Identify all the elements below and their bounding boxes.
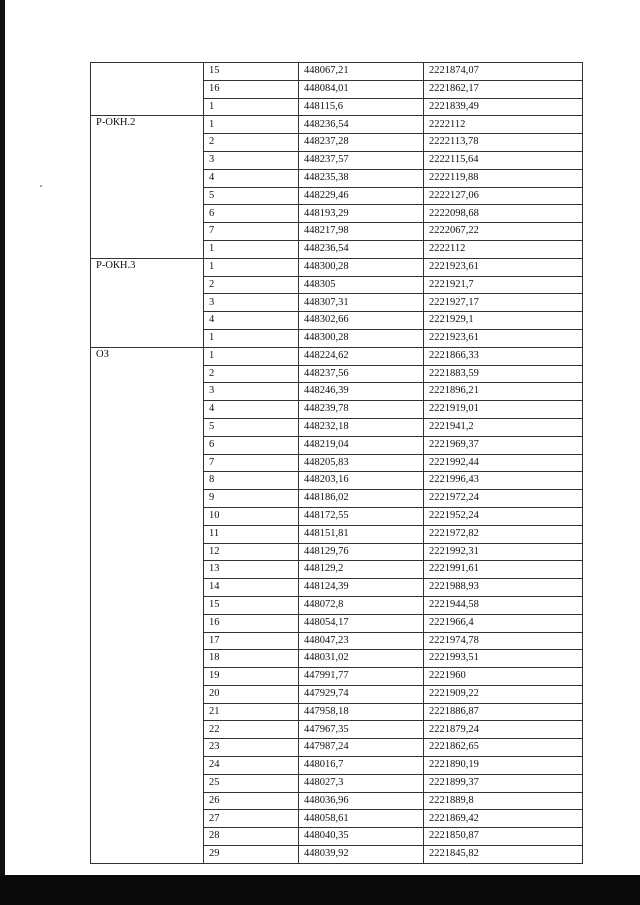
point-number-cell: 1: [204, 329, 299, 347]
table-row: [91, 63, 583, 81]
point-number-cell: 18: [204, 650, 299, 668]
y-coordinate-cell: 2221883,59: [424, 365, 583, 383]
y-coordinate-cell: 2222112: [424, 116, 583, 134]
x-coordinate-cell: 448115,6: [299, 98, 424, 116]
table-row: [91, 258, 583, 276]
x-coordinate-cell: 448072,8: [299, 596, 424, 614]
point-number-cell: 5: [204, 187, 299, 205]
point-number-cell: 3: [204, 151, 299, 169]
y-coordinate-cell: 2221992,31: [424, 543, 583, 561]
x-coordinate-cell: 448300,28: [299, 329, 424, 347]
x-coordinate-cell: 448036,96: [299, 792, 424, 810]
x-coordinate-cell: 448205,83: [299, 454, 424, 472]
table-row: [91, 116, 583, 134]
y-coordinate-cell: 2222119,88: [424, 169, 583, 187]
x-coordinate-cell: 448067,21: [299, 63, 424, 81]
x-coordinate-cell: 448219,04: [299, 436, 424, 454]
point-number-cell: 1: [204, 347, 299, 365]
x-coordinate-cell: 448016,7: [299, 757, 424, 775]
y-coordinate-cell: 2221992,44: [424, 454, 583, 472]
point-number-cell: 7: [204, 223, 299, 241]
y-coordinate-cell: 2221850,87: [424, 828, 583, 846]
y-coordinate-cell: 2221966,4: [424, 614, 583, 632]
y-coordinate-cell: 2221909,22: [424, 685, 583, 703]
point-number-cell: 4: [204, 312, 299, 330]
point-number-cell: 25: [204, 774, 299, 792]
point-number-cell: 11: [204, 525, 299, 543]
x-coordinate-cell: 448151,81: [299, 525, 424, 543]
point-number-cell: 22: [204, 721, 299, 739]
y-coordinate-cell: 2221944,58: [424, 596, 583, 614]
x-coordinate-cell: 448172,55: [299, 507, 424, 525]
y-coordinate-cell: 2221988,93: [424, 579, 583, 597]
scan-bottom-bar: [0, 875, 640, 905]
x-coordinate-cell: 448031,02: [299, 650, 424, 668]
x-coordinate-cell: 447967,35: [299, 721, 424, 739]
x-coordinate-cell: 448232,18: [299, 418, 424, 436]
x-coordinate-cell: 448129,76: [299, 543, 424, 561]
x-coordinate-cell: 448236,54: [299, 240, 424, 258]
y-coordinate-cell: 2221974,78: [424, 632, 583, 650]
zone-name-cell: Р-ОКН.3: [91, 258, 204, 347]
point-number-cell: 2: [204, 134, 299, 152]
zone-name-cell: [91, 63, 204, 116]
y-coordinate-cell: 2221927,17: [424, 294, 583, 312]
x-coordinate-cell: 448047,23: [299, 632, 424, 650]
y-coordinate-cell: 2221969,37: [424, 436, 583, 454]
x-coordinate-cell: 448124,39: [299, 579, 424, 597]
point-number-cell: 2: [204, 365, 299, 383]
y-coordinate-cell: 2221839,49: [424, 98, 583, 116]
y-coordinate-cell: 2221991,61: [424, 561, 583, 579]
x-coordinate-cell: 448058,61: [299, 810, 424, 828]
point-number-cell: 23: [204, 739, 299, 757]
point-number-cell: 3: [204, 294, 299, 312]
y-coordinate-cell: 2221890,19: [424, 757, 583, 775]
point-number-cell: 8: [204, 472, 299, 490]
x-coordinate-cell: 448300,28: [299, 258, 424, 276]
point-number-cell: 26: [204, 792, 299, 810]
x-coordinate-cell: 448224,62: [299, 347, 424, 365]
x-coordinate-cell: 448129,2: [299, 561, 424, 579]
y-coordinate-cell: 2222098,68: [424, 205, 583, 223]
point-number-cell: 28: [204, 828, 299, 846]
point-number-cell: 5: [204, 418, 299, 436]
y-coordinate-cell: 2221921,7: [424, 276, 583, 294]
y-coordinate-cell: 2221993,51: [424, 650, 583, 668]
point-number-cell: 7: [204, 454, 299, 472]
x-coordinate-cell: 448186,02: [299, 490, 424, 508]
table-row: [91, 347, 583, 365]
y-coordinate-cell: 2221923,61: [424, 258, 583, 276]
x-coordinate-cell: 448027,3: [299, 774, 424, 792]
x-coordinate-cell: 448237,57: [299, 151, 424, 169]
y-coordinate-cell: 2221886,87: [424, 703, 583, 721]
y-coordinate-cell: 2221923,61: [424, 329, 583, 347]
x-coordinate-cell: 448193,29: [299, 205, 424, 223]
x-coordinate-cell: 447991,77: [299, 668, 424, 686]
point-number-cell: 4: [204, 169, 299, 187]
y-coordinate-cell: 2222115,64: [424, 151, 583, 169]
point-number-cell: 21: [204, 703, 299, 721]
x-coordinate-cell: 448235,38: [299, 169, 424, 187]
x-coordinate-cell: 448203,16: [299, 472, 424, 490]
x-coordinate-cell: 448084,01: [299, 80, 424, 98]
y-coordinate-cell: 2221874,07: [424, 63, 583, 81]
point-number-cell: 10: [204, 507, 299, 525]
x-coordinate-cell: 448054,17: [299, 614, 424, 632]
point-number-cell: 9: [204, 490, 299, 508]
y-coordinate-cell: 2222067,22: [424, 223, 583, 241]
y-coordinate-cell: 2221889,8: [424, 792, 583, 810]
x-coordinate-cell: 448229,46: [299, 187, 424, 205]
point-number-cell: 1: [204, 116, 299, 134]
x-coordinate-cell: 448040,35: [299, 828, 424, 846]
y-coordinate-cell: 2221879,24: [424, 721, 583, 739]
y-coordinate-cell: 2221899,37: [424, 774, 583, 792]
point-number-cell: 14: [204, 579, 299, 597]
y-coordinate-cell: 2222113,78: [424, 134, 583, 152]
x-coordinate-cell: 448302,66: [299, 312, 424, 330]
point-number-cell: 6: [204, 436, 299, 454]
x-coordinate-cell: 447958,18: [299, 703, 424, 721]
point-number-cell: 1: [204, 98, 299, 116]
x-coordinate-cell: 448236,54: [299, 116, 424, 134]
x-coordinate-cell: 448246,39: [299, 383, 424, 401]
y-coordinate-cell: 2221845,82: [424, 846, 583, 864]
coordinates-table: [90, 62, 583, 864]
point-number-cell: 15: [204, 63, 299, 81]
point-number-cell: 4: [204, 401, 299, 419]
coordinates-table-body: [91, 63, 583, 864]
y-coordinate-cell: 2221896,21: [424, 383, 583, 401]
point-number-cell: 19: [204, 668, 299, 686]
y-coordinate-cell: 2221972,24: [424, 490, 583, 508]
y-coordinate-cell: 2221929,1: [424, 312, 583, 330]
point-number-cell: 15: [204, 596, 299, 614]
y-coordinate-cell: 2222127,06: [424, 187, 583, 205]
zone-name-cell: Р-ОКН.2: [91, 116, 204, 258]
x-coordinate-cell: 448305: [299, 276, 424, 294]
point-number-cell: 13: [204, 561, 299, 579]
y-coordinate-cell: 2221866,33: [424, 347, 583, 365]
x-coordinate-cell: 448237,28: [299, 134, 424, 152]
point-number-cell: 3: [204, 383, 299, 401]
point-number-cell: 1: [204, 258, 299, 276]
y-coordinate-cell: 2221960: [424, 668, 583, 686]
point-number-cell: 17: [204, 632, 299, 650]
y-coordinate-cell: 2221941,2: [424, 418, 583, 436]
zone-name-cell: ОЗ: [91, 347, 204, 863]
x-coordinate-cell: 447987,24: [299, 739, 424, 757]
x-coordinate-cell: 447929,74: [299, 685, 424, 703]
scan-left-edge: [0, 0, 5, 905]
x-coordinate-cell: 448039,92: [299, 846, 424, 864]
point-number-cell: 6: [204, 205, 299, 223]
point-number-cell: 12: [204, 543, 299, 561]
y-coordinate-cell: 2221862,17: [424, 80, 583, 98]
y-coordinate-cell: 2221869,42: [424, 810, 583, 828]
point-number-cell: 27: [204, 810, 299, 828]
scan-speck: [40, 185, 42, 187]
y-coordinate-cell: 2221996,43: [424, 472, 583, 490]
point-number-cell: 24: [204, 757, 299, 775]
point-number-cell: 2: [204, 276, 299, 294]
y-coordinate-cell: 2222112: [424, 240, 583, 258]
y-coordinate-cell: 2221952,24: [424, 507, 583, 525]
point-number-cell: 20: [204, 685, 299, 703]
x-coordinate-cell: 448307,31: [299, 294, 424, 312]
y-coordinate-cell: 2221972,82: [424, 525, 583, 543]
point-number-cell: 29: [204, 846, 299, 864]
y-coordinate-cell: 2221919,01: [424, 401, 583, 419]
x-coordinate-cell: 448239,78: [299, 401, 424, 419]
point-number-cell: 1: [204, 240, 299, 258]
point-number-cell: 16: [204, 614, 299, 632]
x-coordinate-cell: 448237,56: [299, 365, 424, 383]
point-number-cell: 16: [204, 80, 299, 98]
x-coordinate-cell: 448217,98: [299, 223, 424, 241]
y-coordinate-cell: 2221862,65: [424, 739, 583, 757]
